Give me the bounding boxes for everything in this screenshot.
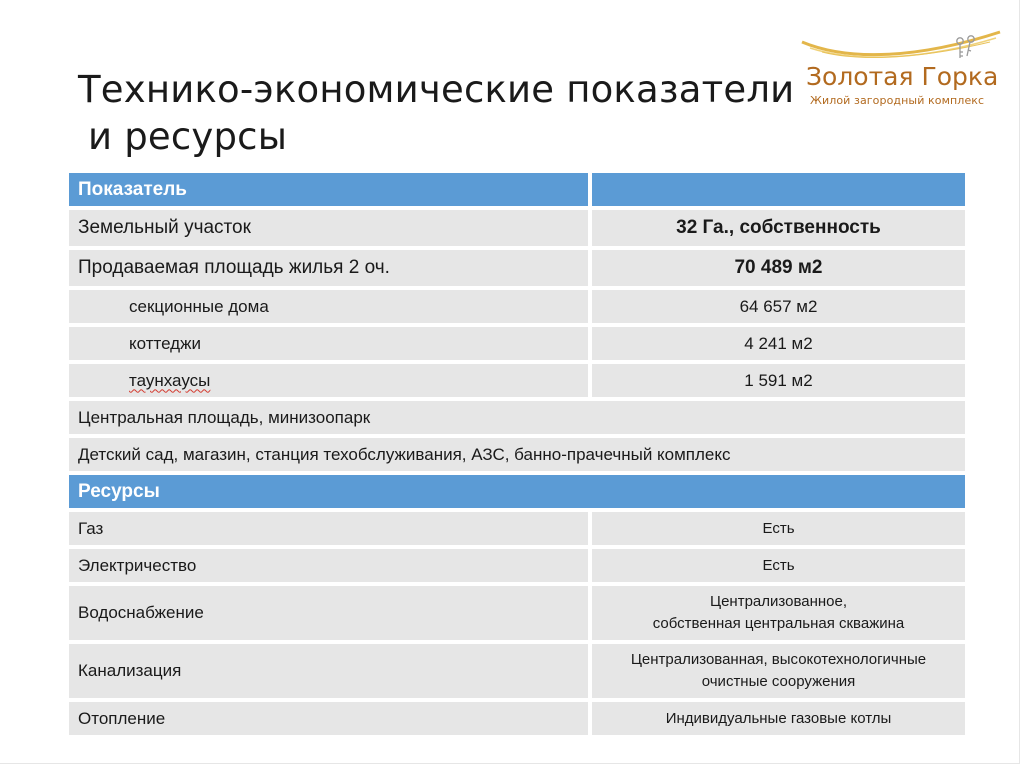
row-label: Земельный участок <box>69 210 588 246</box>
header-value <box>588 173 965 206</box>
table-row <box>69 364 965 397</box>
table-row <box>69 512 965 545</box>
title-line-2: и ресурсы <box>88 115 288 158</box>
indicators-table <box>69 169 965 739</box>
table-header-row <box>69 173 965 206</box>
row-value-line-1: Централизованное, <box>709 593 848 610</box>
row-value: Индивидуальные газовые котлы <box>588 702 965 735</box>
table-row <box>69 250 965 286</box>
table-row <box>69 644 965 698</box>
row-label: Отопление <box>69 702 588 735</box>
table-row <box>69 549 965 582</box>
table-row <box>69 327 965 360</box>
row-label <box>69 364 588 397</box>
row-label: Канализация <box>69 644 588 698</box>
spellcheck-label: таунхаусы <box>129 370 211 390</box>
row-value: 70 489 м2 <box>588 250 965 286</box>
table-row <box>69 438 965 471</box>
slide-title <box>78 66 794 160</box>
row-value <box>588 644 965 698</box>
row-label: коттеджи <box>69 327 588 360</box>
table-row <box>69 210 965 246</box>
row-value-line-2: очистные сооружения <box>701 673 856 690</box>
logo-name: Золотая Горка <box>806 62 999 91</box>
row-value: 4 241 м2 <box>588 327 965 360</box>
row-label: секционные дома <box>69 290 588 323</box>
row-label: Водоснабжение <box>69 586 588 640</box>
row-label: Детский сад, магазин, станция техобслуживания, АЗС, банно-прачечный комплекс <box>69 438 965 471</box>
title-line-1: Технико-экономические показатели <box>78 68 795 111</box>
row-value: Есть <box>588 549 965 582</box>
row-value: 1 591 м2 <box>588 364 965 397</box>
row-value: 32 Га., собственность <box>588 210 965 246</box>
row-value <box>588 586 965 640</box>
header-indicator: Показатель <box>69 173 588 206</box>
table-row <box>69 401 965 434</box>
table-row <box>69 586 965 640</box>
resources-header-row <box>69 475 965 508</box>
row-value-line-2: собственная центральная скважина <box>652 615 905 632</box>
row-label: Продаваемая площадь жилья 2 оч. <box>69 250 588 286</box>
row-label: Газ <box>69 512 588 545</box>
row-value: 64 657 м2 <box>588 290 965 323</box>
row-value: Есть <box>588 512 965 545</box>
company-logo <box>800 28 1005 118</box>
logo-subtitle: Жилой загородный комплекс <box>810 94 985 107</box>
table-row <box>69 702 965 735</box>
resources-header: Ресурсы <box>69 475 965 508</box>
row-label: Центральная площадь, минизоопарк <box>69 401 965 434</box>
row-value-line-1: Централизованная, высокотехнологичные <box>630 651 927 668</box>
row-label: Электричество <box>69 549 588 582</box>
table-row <box>69 290 965 323</box>
